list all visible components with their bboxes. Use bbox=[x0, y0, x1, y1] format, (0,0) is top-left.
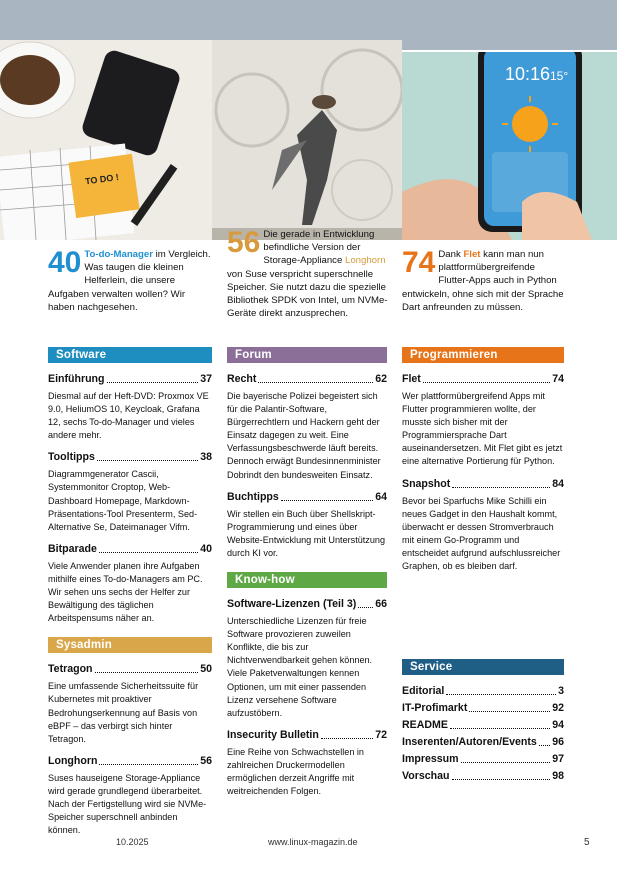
toc-title: Flet bbox=[402, 373, 421, 385]
footer-url[interactable]: www.linux-magazin.de bbox=[268, 837, 358, 847]
toc-entry[interactable] bbox=[227, 598, 387, 720]
toc-page: 3 bbox=[558, 685, 564, 697]
toc-entry[interactable] bbox=[402, 373, 564, 469]
toc-page: 84 bbox=[552, 477, 564, 490]
toc-description: Wer plattformübergreifend Apps mit Flutter programmieren wollte, der musste sich bisher mit der Programmiersprache Dart auseinandersetzen. Mit Flet gibt es jetzt eine alternative Portierung für Python. bbox=[402, 391, 563, 467]
teaser-page-number: 40 bbox=[48, 246, 82, 279]
toc-title: Insecurity Bulletin bbox=[227, 728, 319, 741]
toc-description: Suses hauseigene Storage-Appliance wird gerade grundlegend überarbeitet. Nach der Fertigstellung wird sie NVMe-Speicher superschnell anbinden können. bbox=[48, 772, 207, 836]
toc-entry[interactable] bbox=[48, 663, 212, 745]
teaser-highlight: Flet bbox=[463, 249, 481, 260]
toc-page: 72 bbox=[375, 728, 387, 741]
toc-title: IT-Profimarkt bbox=[402, 702, 468, 714]
toc-entry[interactable] bbox=[402, 770, 564, 783]
teaser-highlight: To-do-Manager bbox=[84, 249, 153, 260]
toc-entry[interactable] bbox=[402, 478, 564, 574]
teaser-74 bbox=[402, 248, 567, 314]
teaser-page-number: 56 bbox=[227, 226, 261, 259]
toc-page: 94 bbox=[552, 719, 564, 731]
section-bar-software: Software bbox=[48, 347, 212, 363]
teaser-text: im Vergleich. Was taugen die kleinen Helferlein, die unsere Aufgaben verwalten wollen? Wir haben nachgesehen. bbox=[48, 249, 211, 313]
toc-title: Tooltipps bbox=[48, 451, 95, 464]
column-right bbox=[402, 347, 564, 573]
toc-page: 64 bbox=[375, 490, 387, 503]
toc-entry[interactable] bbox=[402, 736, 564, 749]
toc-title: Editorial bbox=[402, 685, 445, 697]
section-bar-sysadmin: Sysadmin bbox=[48, 637, 212, 653]
toc-description: Die bayerische Polizei begeistert sich für die Palantir-Software, Bürgerrechtlern und Hackern geht der Einsatz dagegen zu weit. Eine Verfassungsbeschwerde läuft bereits. Dennoch erwägt Bundesinnenminister Dobrindt den bundesweiten Einsatz. bbox=[227, 391, 381, 480]
teaser-highlight: Longhorn bbox=[344, 255, 386, 267]
toc-page: 40 bbox=[200, 542, 212, 555]
toc-entry[interactable] bbox=[227, 373, 387, 482]
section-bar-programmieren: Programmieren bbox=[402, 347, 564, 363]
toc-title: Impressum bbox=[402, 753, 459, 765]
toc-page: 74 bbox=[552, 373, 564, 385]
toc-title: Snapshot bbox=[402, 477, 451, 490]
toc-entry[interactable] bbox=[402, 685, 564, 698]
teaser-text: kann man nun plattformübergreifende Flutter-Apps auch in Python entwickeln, ohne sich mit der Sprache Dart anfreunden zu müssen. bbox=[402, 249, 564, 313]
toc-page: 37 bbox=[200, 373, 212, 385]
toc-page: 66 bbox=[375, 598, 387, 611]
teaser-56 bbox=[227, 228, 389, 320]
column-middle bbox=[227, 347, 387, 798]
toc-entry[interactable] bbox=[227, 729, 387, 798]
teaser-40 bbox=[48, 248, 213, 314]
toc-page: 38 bbox=[200, 451, 212, 464]
toc-title: Recht bbox=[227, 373, 257, 385]
teaser-text-pre: Die gerade in Entwicklung befindliche Version der Storage-Appliance bbox=[263, 229, 375, 267]
toc-page: 96 bbox=[552, 736, 564, 748]
toc-page: 56 bbox=[200, 754, 212, 767]
toc-page: 98 bbox=[552, 770, 564, 782]
section-service bbox=[402, 659, 564, 783]
toc-title: Einführung bbox=[48, 373, 105, 385]
toc-title: Vorschau bbox=[402, 770, 450, 782]
toc-description: Viele Anwender planen ihre Aufgaben mithilfe eines To-do-Managers am PC. Wir sehen uns sechs der Helfer zur Bewältigung des täglichen Arbeitspensums näher an. bbox=[48, 560, 203, 624]
toc-title: Longhorn bbox=[48, 754, 98, 767]
toc-entry[interactable] bbox=[48, 373, 212, 442]
toc-title: README bbox=[402, 719, 448, 731]
toc-title: Buchtipps bbox=[227, 490, 279, 503]
photo-desk-todo bbox=[0, 40, 212, 240]
column-left bbox=[48, 347, 212, 837]
teaser-text: von Suse verspricht superschnelle Speicher. Sie nutzt dazu die spezielle Bibliothek SPDK von Intel, um NVMe-Geräte direkt anzusprechen. bbox=[227, 268, 388, 320]
svg-text:TO DO !: TO DO ! bbox=[84, 171, 120, 187]
phone-temperature: 15° bbox=[550, 69, 569, 83]
toc-title: Software-Lizenzen (Teil 3) bbox=[227, 598, 357, 611]
toc-entry[interactable] bbox=[48, 451, 212, 533]
toc-entry[interactable] bbox=[402, 702, 564, 715]
toc-title: Bitparade bbox=[48, 542, 97, 555]
toc-entry[interactable] bbox=[402, 719, 564, 732]
toc-description: Eine Reihe von Schwachstellen in zahlreichen Druckermodellen ermöglichen derzeit Angriffe mit weitreichenden Folgen. bbox=[227, 746, 364, 797]
teaser-page-number: 74 bbox=[402, 246, 436, 279]
toc-title: Inserenten/Autoren/Events bbox=[402, 736, 537, 748]
toc-page: 97 bbox=[552, 753, 564, 765]
toc-page: 92 bbox=[552, 702, 564, 714]
toc-entry[interactable] bbox=[48, 755, 212, 837]
toc-description: Eine umfassende Sicherheitssuite für Kubernetes mit proaktiver Bedrohungserkennung auf Basis von eBPF – das verbirgt sich hinter Tetragon. bbox=[48, 681, 199, 744]
phone-clock: 10:16 bbox=[505, 64, 551, 84]
photo-phone-weather bbox=[402, 52, 617, 240]
toc-entry[interactable] bbox=[48, 543, 212, 625]
footer-issue: 10.2025 bbox=[116, 837, 149, 847]
toc-description: Bevor bei Sparfuchs Mike Schilli ein neues Gadget in den Haushalt kommt, überwacht er dessen Stromverbrauch mit einem Go-Programm und entscheidet aufgrund aufschlussreicher Graphen, ob es bleiben darf. bbox=[402, 495, 561, 572]
footer-page-number: 5 bbox=[584, 837, 590, 848]
photo-running-man-clocks bbox=[212, 40, 402, 240]
toc-description: Unterschiedliche Lizenzen für freie Software provozieren zuweilen Konflikte, die bis zur Nichtverwendbarkeit gehen können. Viele Paketverwaltungen kennen Optionen, um mit einer passenden Lizenz versehene Software aufzustöbern. bbox=[227, 616, 373, 718]
section-bar-service: Service bbox=[402, 659, 564, 675]
teaser-text-pre: Dank bbox=[438, 249, 464, 260]
toc-description: Diesmal auf der Heft-DVD: Proxmox VE 9.0, HeliumOS 10, Keycloak, Grafana 12, sechs To-do-Manager und vieles andere mehr. bbox=[48, 391, 209, 441]
toc-page: 62 bbox=[375, 373, 387, 385]
toc-description: Wir stellen ein Buch über Shellskript-Programmierung und eines über Website-Entwicklung mit Unterstützung durch KI vor. bbox=[227, 508, 386, 558]
section-bar-knowhow: Know-how bbox=[227, 572, 387, 588]
toc-page: 50 bbox=[200, 663, 212, 676]
toc-title: Tetragon bbox=[48, 663, 93, 676]
toc-entry[interactable] bbox=[402, 753, 564, 766]
toc-entry[interactable] bbox=[227, 491, 387, 560]
toc-description: Diagrammgenerator Cascii, Systemmonitor Croptop, Web-Dashboard Homepage, Markdown-Präsentations-Tool Presenterm, Sed-Alternative Se, Dateimanager Vifm. bbox=[48, 469, 198, 532]
section-bar-forum: Forum bbox=[227, 347, 387, 363]
